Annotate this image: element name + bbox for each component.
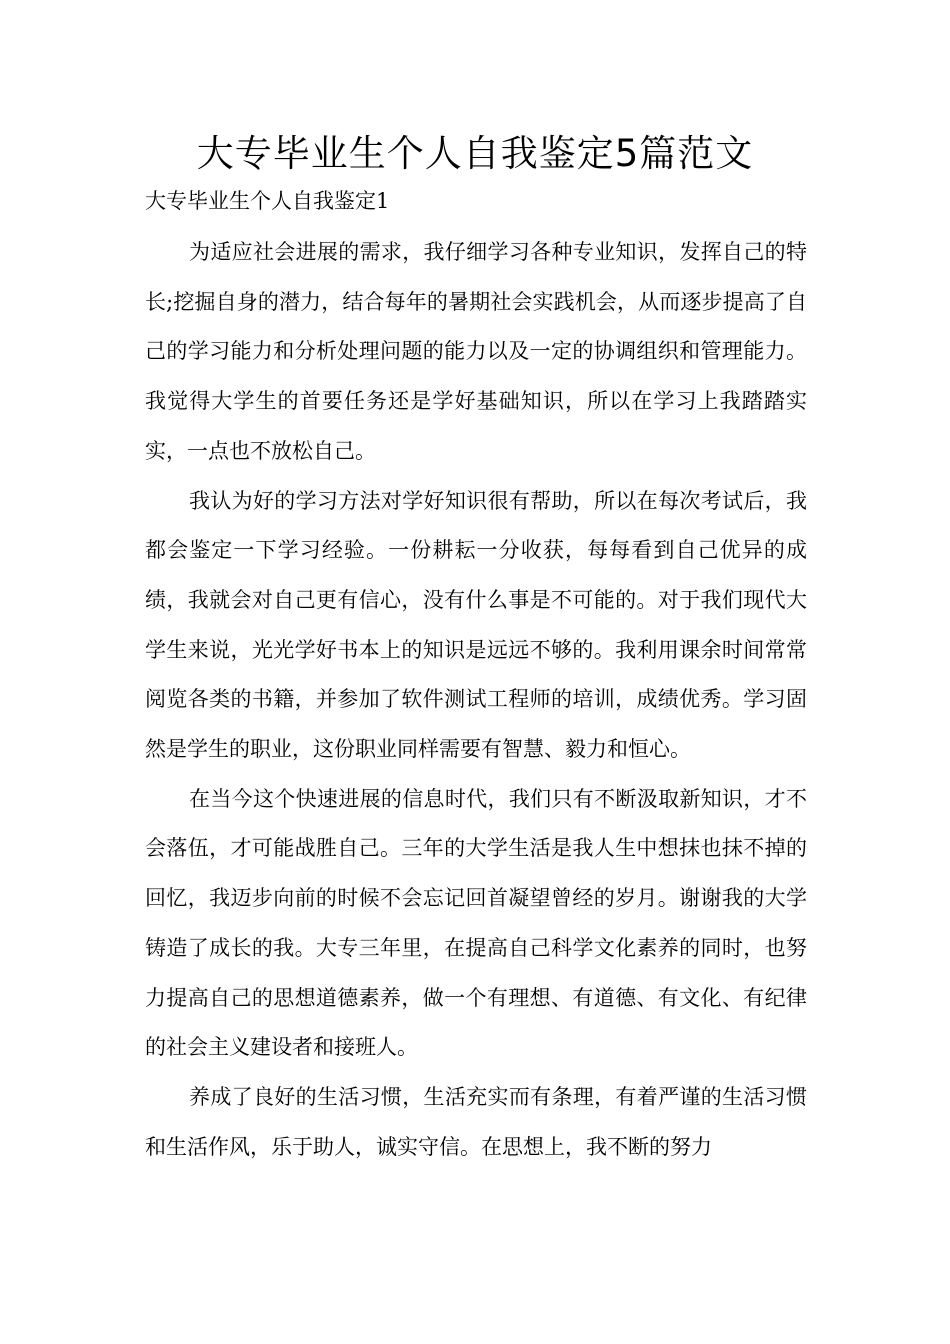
paragraph-1: 为适应社会进展的需求，我仔细学习各种专业知识，发挥自己的特长;挖掘自身的潜力，结合每年的暑期社会实践机会，从而逐步提高了自己的学习能力和分析处理问题的能力以及一定的协调组织和管理能力。我觉得大学生的首要任务还是学好基础知识，所以在学习上我踏踏实实，一点也不放松自己。 <box>145 240 807 463</box>
document-body <box>145 228 807 1172</box>
paragraph-3: 在当今这个快速进展的信息时代，我们只有不断汲取新知识，才不会落伍，才可能战胜自己。三年的大学生活是我人生中想抹也抹不掉的回忆，我迈步向前的时候不会忘记回首凝望曾经的岁月。谢谢我的大学铸造了成长的我。大专三年里，在提高自己科学文化素养的同时，也努力提高自己的思想道德素养，做一个有理想、有道德、有文化、有纪律的社会主义建设者和接班人。 <box>145 786 807 1060</box>
paragraph-2: 我认为好的学习方法对学好知识很有帮助，所以在每次考试后，我都会鉴定一下学习经验。一份耕耘一分收获，每每看到自己优异的成绩，我就会对自己更有信心，没有什么事是不可能的。对于我们现代大学生来说，光光学好书本上的知识是远远不够的。我利用课余时间常常阅览各类的书籍，并参加了软件测试工程师的培训，成绩优秀。学习固然是学生的职业，这份职业同样需要有智慧、毅力和恒心。 <box>145 488 807 762</box>
paragraph-4: 养成了良好的生活习惯，生活充实而有条理，有着严谨的生活习惯和生活作风，乐于助人，诚实守信。在思想上，我不断的努力 <box>145 1084 807 1159</box>
section-heading: 大专毕业生个人自我鉴定1 <box>145 189 390 213</box>
document-title: 大专毕业生个人自我鉴定5篇范文 <box>196 132 754 175</box>
